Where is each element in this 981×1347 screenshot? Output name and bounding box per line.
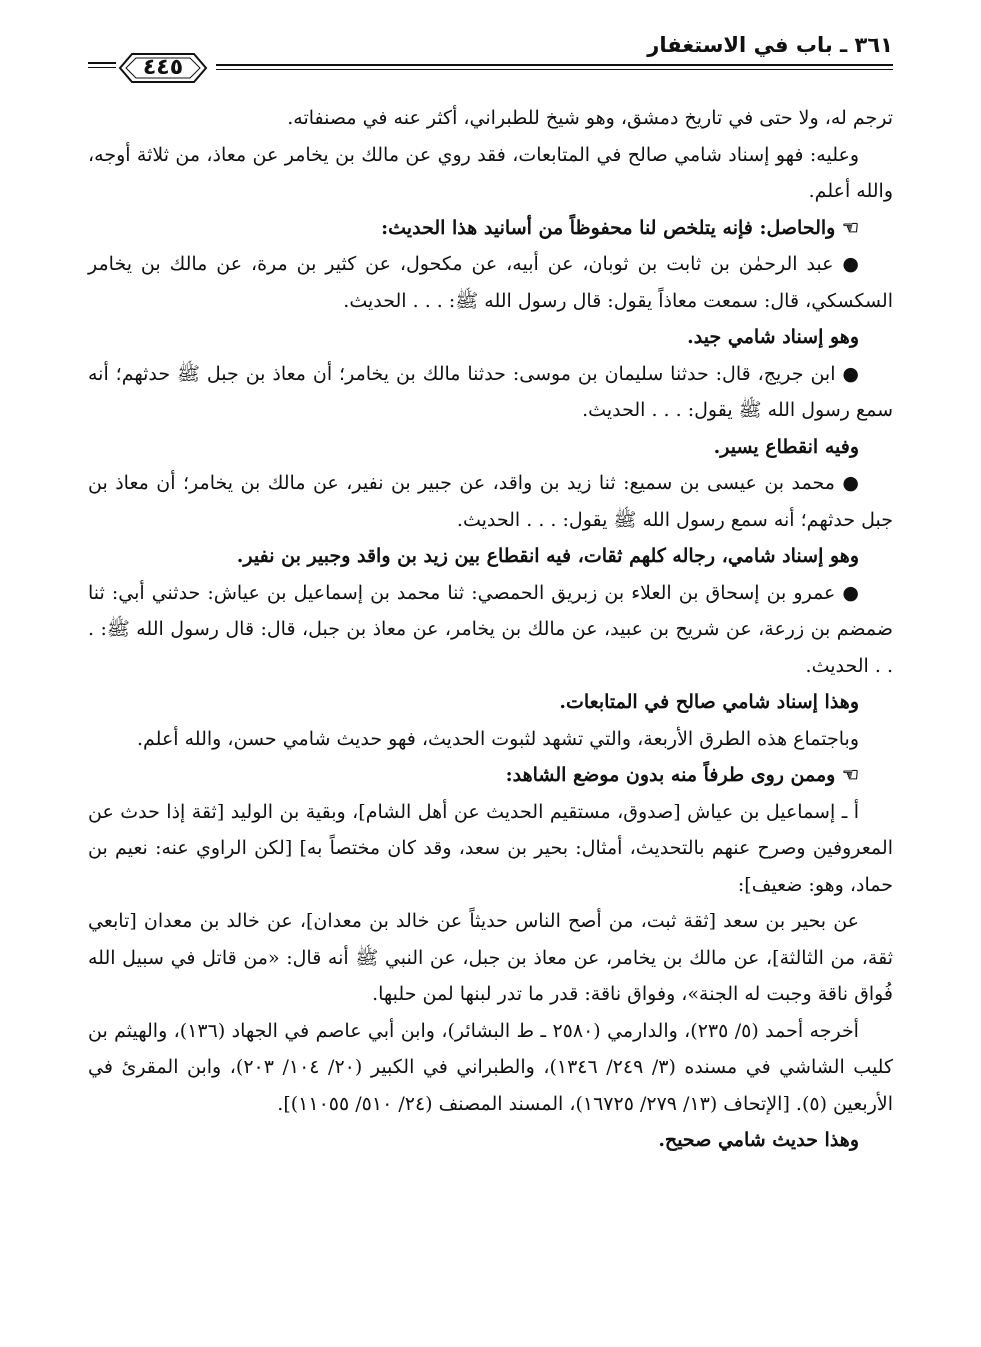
page-header xyxy=(88,30,893,90)
takhrij-paragraph: أخرجه أحمد (٥/ ٢٣٥)، والدارمي (٢٥٨٠ ـ ط البشائر)، وابن أبي عاصم في الجهاد (١٣٦)، والهيثم بن كليب الشاشي في مسنده (٣/ ٢٤٩/ ١٣٤٦)، والطبراني في الكبير (٢٠/ ١٠٤/ ٢٠٣)، وابن المقرئ في الأربعين (٥). [الإتحاف (١٣/ ٢٧٩/ ١٦٧٢٥)، المسند المصنف (٢٤/ ٥١٠/ ١١٠٥٥)]. xyxy=(88,1019,894,1115)
page-number: ٤٤٥ xyxy=(142,55,184,80)
chain-item: ● ابن جريج، قال: حدثنا سليمان بن موسى: حدثنا مالك بن يخامر؛ أن معاذ بن جبل ﷺ حدثهم؛ أنه سمع رسول الله ﷺ يقول: . . . الحديث. xyxy=(88,362,893,421)
paragraph: عن بحير بن سعد [ثقة ثبت، من أصح الناس حديثاً عن خالد بن معدان]، عن خالد بن معدان [تابعي ثقة، من الثالثة]، عن مالك بن يخامر، عن معاذ بن جبل، عن النبي ﷺ أنه قال: «من قاتل في سبيل الله فُواق ناقة وجبت له الجنة»، وفواق ناقة: قدر ما تدر لبنها لمن حلبها. xyxy=(88,910,893,1005)
chapter-title: ٣٦١ ـ باب في الاستغفار xyxy=(647,33,893,57)
verdict: وهذا إسناد شامي صالح في المتابعات. xyxy=(559,691,859,713)
header-rule xyxy=(216,64,893,70)
header-rule-left xyxy=(88,62,116,68)
paragraph: أ ـ إسماعيل بن عياش [صدوق، مستقيم الحديث عن أهل الشام]، وبقية بن الوليد [ثقة إذا حدث عن المعروفين وصرح عنهم بالتحديث، أمثال: بحير بن سعد، وقد كان مختصاً به] [لكن الراوي عنه: نعيم بن حماد، وهو: ضعيف]: xyxy=(88,800,893,896)
paragraph: وعليه: فهو إسناد شامي صالح في المتابعات، فقد روي عن مالك بن يخامر عن معاذ، من ثلاثة أوجه، والله أعلم. xyxy=(88,143,893,202)
paragraph: ترجم له، ولا حتى في تاريخ دمشق، وهو شيخ للطبراني، أكثر عنه في مصنفاته. xyxy=(287,107,893,129)
chain-item: ● عمرو بن إسحاق بن العلاء بن زبريق الحمصي: ثنا محمد بن إسماعيل بن عياش: حدثني أبي: ثنا ضمضم بن زرعة، عن شريح بن عبيد، عن مالك بن يخامر، عن معاذ بن جبل، قال: قال رسول الله ﷺ: . . . الحديث. xyxy=(88,581,893,677)
verdict: وهذا حديث شامي صحيح. xyxy=(658,1129,859,1151)
verdict: وهو إسناد شامي جيد. xyxy=(687,326,859,348)
page-number-badge xyxy=(118,50,208,86)
paragraph: وباجتماع هذه الطرق الأربعة، والتي تشهد لثبوت الحديث، فهو حديث شامي حسن، والله أعلم. xyxy=(136,727,859,750)
section-heading: ☜ وممن روى طرفاً منه بدون موضع الشاهد: xyxy=(505,764,859,786)
chain-item: ● عبد الرحمٰن بن ثابت بن ثوبان، عن أبيه، عن مكحول، عن كثير بن مرة، عن مالك بن يخامر السكسكي، قال: سمعت معاذاً يقول: قال رسول الله ﷺ: . . . الحديث. xyxy=(88,253,893,312)
chain-item: ● محمد بن عيسى بن سميع: ثنا زيد بن واقد، عن جبير بن نفير، عن مالك بن يخامر؛ أن معاذ بن جبل حدثهم؛ أنه سمع رسول الله ﷺ يقول: . . . الحديث. xyxy=(88,472,893,531)
verdict: وفيه انقطاع يسير. xyxy=(713,435,859,458)
page-body xyxy=(88,100,893,1159)
verdict: وهو إسناد شامي، رجاله كلهم ثقات، فيه انقطاع بين زيد بن واقد وجبير بن نفير. xyxy=(236,545,859,567)
section-heading: ☜ والحاصل: فإنه يتلخص لنا محفوظاً من أسانيد هذا الحديث: xyxy=(381,216,859,239)
